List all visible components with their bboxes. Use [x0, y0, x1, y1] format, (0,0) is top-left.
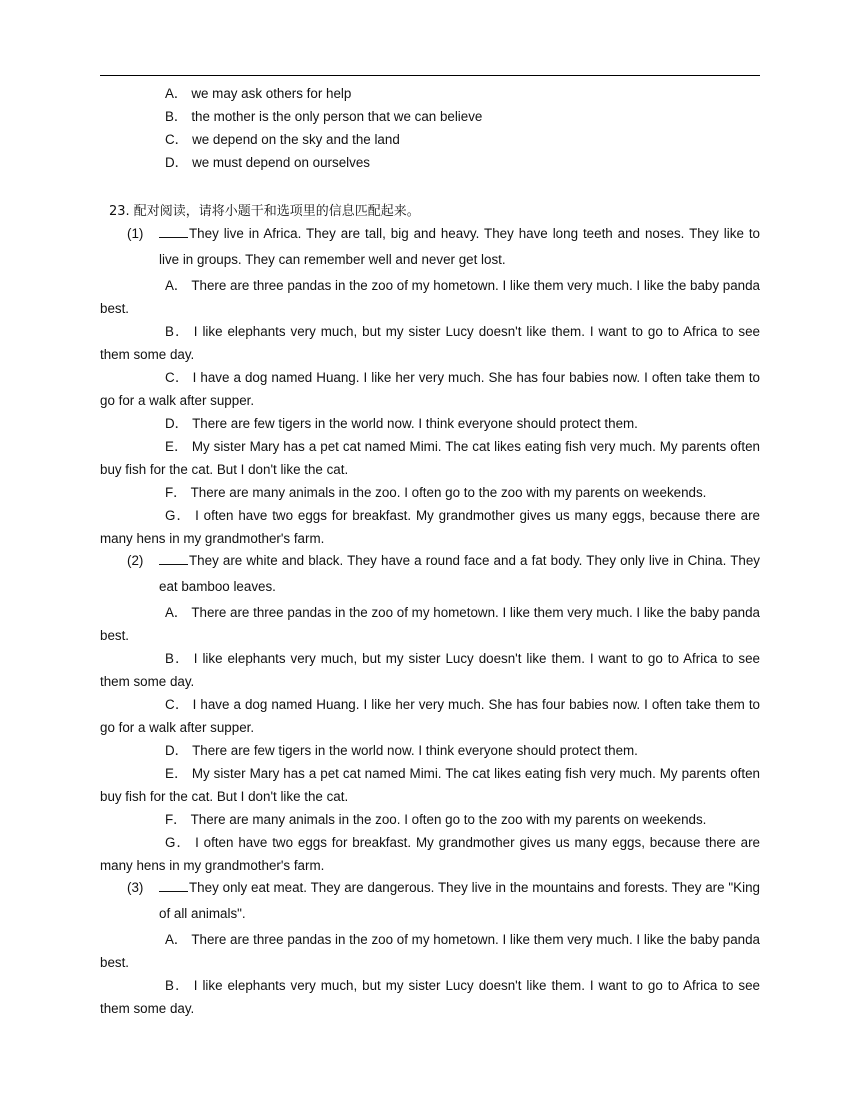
- answer-blank[interactable]: [159, 879, 188, 892]
- choice-b: B． I like elephants very much, but my sister Lucy doesn't like them. I want to go to Africa to see them some day.: [100, 324, 760, 362]
- item-number: (2): [127, 553, 144, 568]
- choice-b: B． I like elephants very much, but my sister Lucy doesn't like them. I want to go to Africa to see them some day.: [100, 978, 760, 1016]
- choice-g: G． I often have two eggs for breakfast. My grandmother gives us many eggs, because there are many hens in my grandmother's farm.: [100, 508, 761, 546]
- choice-g: G． I often have two eggs for breakfast. My grandmother gives us many eggs, because there are many hens in my grandmother's farm.: [100, 835, 761, 873]
- choice-d: D． There are few tigers in the world now. I think everyone should protect them.: [165, 743, 638, 758]
- choice-c: C． I have a dog named Huang. I like her very much. She has four babies now. I often take them to go for a walk after supper.: [100, 697, 761, 735]
- item-stem: They live in Africa. They are tall, big and heavy. They have long teeth and noses. They like to live in groups. They can remember well and never get lost.: [159, 226, 760, 267]
- choice-e: E． My sister Mary has a pet cat named Mimi. The cat likes eating fish very much. My parents often buy fish for the cat. But I don't like the cat.: [100, 766, 760, 804]
- item-stem: They only eat meat. They are dangerous. They live in the mountains and forests. They are "King of all animals".: [159, 880, 760, 921]
- item-number: (3): [127, 880, 144, 895]
- item-number: (1): [127, 226, 144, 241]
- question-title: 23. 配对阅读，请将小题干和选项里的信息匹配起来。: [109, 204, 420, 219]
- prev-option-d: D． we must depend on ourselves: [165, 155, 370, 170]
- prev-option-c: C． we depend on the sky and the land: [165, 132, 400, 147]
- item-stem: They are white and black. They have a round face and a fat body. They only live in China. They eat bamboo leaves.: [159, 553, 760, 594]
- header-rule: [100, 75, 760, 76]
- prev-option-a: A． we may ask others for help: [165, 86, 352, 101]
- answer-blank[interactable]: [159, 552, 188, 565]
- answer-blank[interactable]: [159, 225, 188, 238]
- choice-c: C． I have a dog named Huang. I like her very much. She has four babies now. I often take them to go for a walk after supper.: [100, 370, 761, 408]
- choice-b: B． I like elephants very much, but my sister Lucy doesn't like them. I want to go to Africa to see them some day.: [100, 651, 760, 689]
- choice-a: A． There are three pandas in the zoo of my hometown. I like them very much. I like the baby panda best.: [100, 932, 760, 970]
- choice-f: F． There are many animals in the zoo. I often go to the zoo with my parents on weekends.: [165, 812, 707, 827]
- choice-e: E． My sister Mary has a pet cat named Mimi. The cat likes eating fish very much. My parents often buy fish for the cat. But I don't like the cat.: [100, 439, 760, 477]
- prev-option-b: B． the mother is the only person that we can believe: [165, 109, 483, 124]
- choice-a: A． There are three pandas in the zoo of my hometown. I like them very much. I like the baby panda best.: [100, 605, 760, 643]
- choice-d: D． There are few tigers in the world now. I think everyone should protect them.: [165, 416, 638, 431]
- choice-f: F． There are many animals in the zoo. I often go to the zoo with my parents on weekends.: [165, 485, 707, 500]
- choice-a: A． There are three pandas in the zoo of my hometown. I like them very much. I like the baby panda best.: [100, 278, 760, 316]
